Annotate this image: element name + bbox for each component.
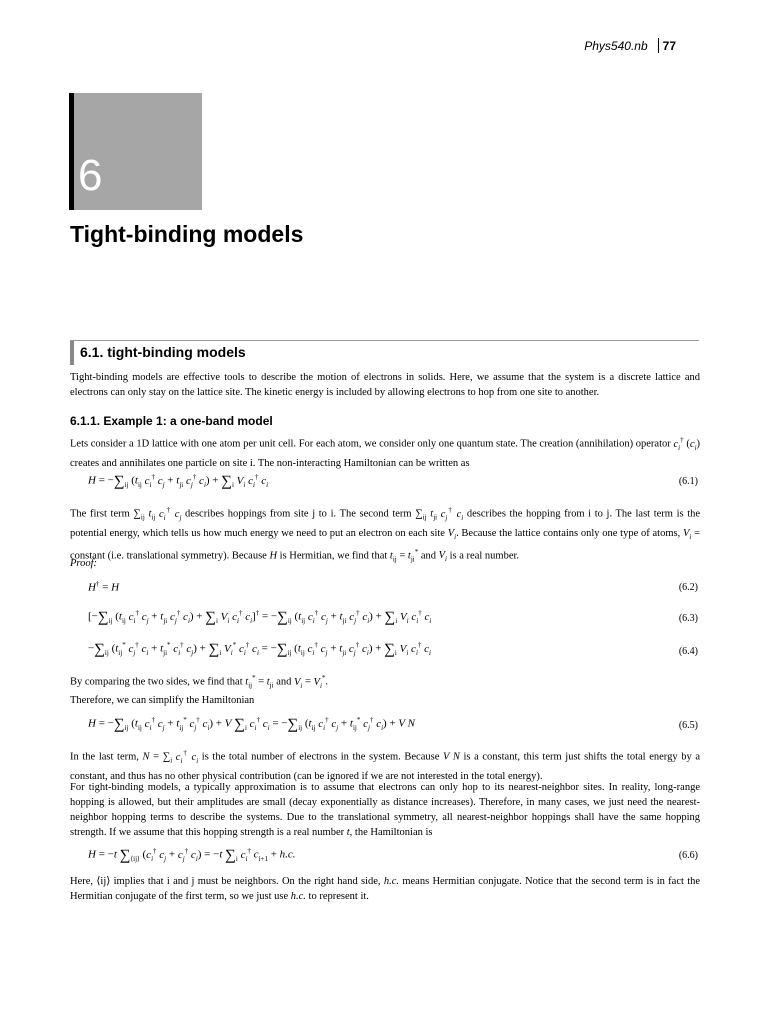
- paragraph-intro: Tight-binding models are effective tools to describe the motion of electrons in solids. Here, we assume that the system is a discrete lattice and electrons can only stay on the lattice site. The kinetic energy is included by allowing electrons to hop from one site to another.: [70, 372, 700, 398]
- equation-6-6: H = −t $\sum_{⟨ij⟩}$ ($c_i^\dagger$ $c_j + c_j^\dagger$ $c_i) = -t$ $\sum_i$ $c_i^\dagger$ $c_{i+1} + h.c$.: [88, 847, 296, 864]
- equation-number-6-5: (6.5): [678, 720, 698, 731]
- header-divider: [658, 38, 659, 53]
- paragraph-nearest-neighbor: For tight-binding models, a typically approximation is to assume that electrons can only hop to its nearest-neighbor sites. In reality, long-range hopping is allowed, but their amplitudes are small (decay exponentially as distance increases). Therefore, in many cases, we just need the nearest-neighbor hopping terms to describe the systems. Due to the translational symmetry, all nearest-neighbor hoppings shall have the same hopping strength. If we assume that this hopping strength is a real number t, the Hamiltonian is: [70, 782, 700, 838]
- paragraph-simplify: Therefore, we can simplify the Hamiltonian: [70, 695, 255, 706]
- para3-text-h: is Hermitian, we find that: [279, 550, 388, 562]
- equation-6-4: $-\sum_{ij}$ ($t_{ij}^*$ $c_j^\dagger$ $c_i + t_{ji}^*$ $c_i^\dagger$ $c_j) + \sum_i$ $V_i^*$ $c_i^\dagger$ $c_i = -\sum_{ij}$ ($t_{ij}$ $c_i^\dagger$ $c_j + t_{ji}$ $c_j^\dagger$ $c_i) + \sum_i$ $V_i$ $c_i^\dagger$ $c_i$: [88, 641, 431, 658]
- para7-text: For tight-binding models, a typically approximation is to assume that electrons can only hop to its nearest-neighbor sites. In reality, long-range hopping is allowed, but their amplitudes are small (decay exponentially as distance increases). Therefore, in many cases, we just need the nearest-neighbor hopping terms to describe the systems. Due to the translational symmetry, all nearest-neighbor hoppings shall have the same hopping strength. If we assume that this hopping strength is a real number: [70, 782, 700, 838]
- subsection-title: 6.1.1. Example 1: a one-band model: [70, 414, 273, 428]
- para8-text: Here, ⟨ij⟩ implies that i and j must be neighbors. On the right hand side,: [70, 876, 381, 887]
- paragraph-terms: The first term $\sum_{ij}$ $t_{ij}$ $c_i^\dagger$ $c_j$ describes hoppings from site j to i. The second term $\sum_{ij}$ $t_{ji}$ $c_j^\dagger$ $c_i$ describes the hopping from i to j. The last term is the potential energy, which tells us how much energy we need to put an electron on each site $V_i$. Because the lattice contains only one type of atoms, $V_i$ = constant (i.e. translational symmetry). Because H is Hermitian, we find that $t_{ij} = t_{ji}^*$ and $V_i$ is a real number.: [70, 506, 701, 564]
- proof-label: Proof:: [70, 558, 98, 569]
- para3-text-g: = constant (i.e. translational symmetry). Because: [70, 527, 701, 562]
- para8b-text: means Hermitian conjugate. Notice that the second term is in fact the Hermitian conjugate of the first term, so we just use: [70, 876, 701, 902]
- para4-text: By comparing the two sides, we find that: [70, 676, 243, 688]
- page-header: [584, 38, 676, 53]
- section-bar: [70, 341, 74, 365]
- para3-text-e: . Because the lattice contains only one type of: [456, 527, 650, 539]
- para3-text-i: and: [420, 550, 436, 562]
- para6c-text: is a constant, this term just shifts the total energy by a constant, and thus has no other physical contribution (can be ignored if we are not interested in the total energy).: [70, 751, 700, 782]
- page-number: 77: [662, 39, 676, 53]
- para3-text-a: The first term: [70, 508, 130, 520]
- section-rule: [70, 340, 699, 341]
- equation-6-1: $H = -\sum_{ij}$ ($t_{ij}$ $c_i^\dagger$ $c_j + t_{ji}$ $c_j^\dagger$ $c_i) + \sum_i$ $V_i$ $c_i^\dagger$ $c_i$: [88, 473, 269, 490]
- equation-number-6-6: (6.6): [678, 850, 698, 861]
- equation-number-6-3: (6.3): [678, 613, 698, 624]
- paragraph-lattice: Lets consider a 1D lattice with one atom per unit cell. For each atom, we consider only one quantum state. The creation (annihilation) operator $c_i^\dagger$ $(c_i)$ creates and annihilates one particle on site i. The non-interacting Hamiltonian can be written as: [70, 436, 701, 469]
- equation-6-3: [$-\sum_{ij}$ ($t_{ij}$ $c_i^\dagger$ $c_j + t_{ji}$ $c_j^\dagger$ $c_i) + \sum_i$ $V_i$ $c_i^\dagger$ $c_i]^\dagger = -\sum_{ij}$ ($t_{ij}$ $c_i^\dagger$ $c_j + t_{ji}$ $c_j^\dagger$ $c_i) + \sum_i$ $V_i$ $c_i^\dagger$ $c_i$: [88, 609, 432, 626]
- para3-text-j: is a real number.: [449, 550, 520, 562]
- para2b-text: creates and annihilates one particle on site i. The non-interacting Hamiltonian can be written as: [70, 457, 470, 469]
- equation-number-6-1: (6.1): [678, 476, 698, 487]
- para4b-text: and: [276, 676, 292, 688]
- para3-text-f: atoms,: [652, 527, 681, 539]
- para3-text-c: describes the hopping from i to j. The last term is the: [466, 508, 701, 520]
- paragraph-last-term: In the last term, $N = \sum_i$ $c_i^\dagger$ $c_i$ is the total number of electrons in the system. Because V N is a constant, this term just shifts the total energy by a constant, and thus has no other physical contribution (can be ignored if we are not interested in the total energy).: [70, 749, 700, 782]
- para6b-text: is the total number of electrons in the system. Because: [201, 751, 440, 763]
- chapter-title: Tight-binding models: [70, 221, 304, 247]
- equation-number-6-4: (6.4): [678, 646, 698, 657]
- para2-text: Lets consider a 1D lattice with one atom per unit cell. For each atom, we consider only one quantum state. The creation (annihilation) operator: [70, 438, 671, 450]
- equation-6-5: $H = -\sum_{ij}$ ($t_{ij}$ $c_i^\dagger$ $c_j + t_{ij}^*$ $c_j^\dagger$ $c_i) + V$ $\sum_i$ $c_i^\dagger$ $c_i = -\sum_{ij}$ ($t_{ij}$ $c_i^\dagger$ $c_j + t_{ij}^*$ $c_j^\dagger$ $c_i) + V$ N: [88, 716, 416, 733]
- notebook-name: Phys540.nb: [584, 39, 648, 53]
- chapter-number: 6: [78, 151, 103, 200]
- para7b-text: , the Hamiltonian is: [349, 827, 433, 838]
- para8c-text: to represent it.: [308, 891, 369, 902]
- para3-text-d: potential energy, which tells us how much energy we need to put an electron on each site: [70, 527, 445, 539]
- equation-6-2: H† = H: [88, 580, 120, 594]
- paragraph-compare: By comparing the two sides, we find that $t_{ij}^* = t_{ji}$ and $V_i = V_i^*$.: [70, 674, 329, 690]
- para3-text-b: describes hoppings from site j to i. The second term: [185, 508, 412, 520]
- paragraph-neighbors: Here, ⟨ij⟩ implies that i and j must be neighbors. On the right hand side, h.c. means Hermitian conjugate. Notice that the second term is in fact the Hermitian conjugate of the first term, so we just use h.c. to represent it.: [70, 876, 701, 902]
- chapter-box-bar: [69, 93, 74, 210]
- para6-text: In the last term,: [70, 751, 139, 763]
- section-title: 6.1. tight-binding models: [80, 344, 246, 360]
- equation-number-6-2: (6.2): [678, 582, 698, 593]
